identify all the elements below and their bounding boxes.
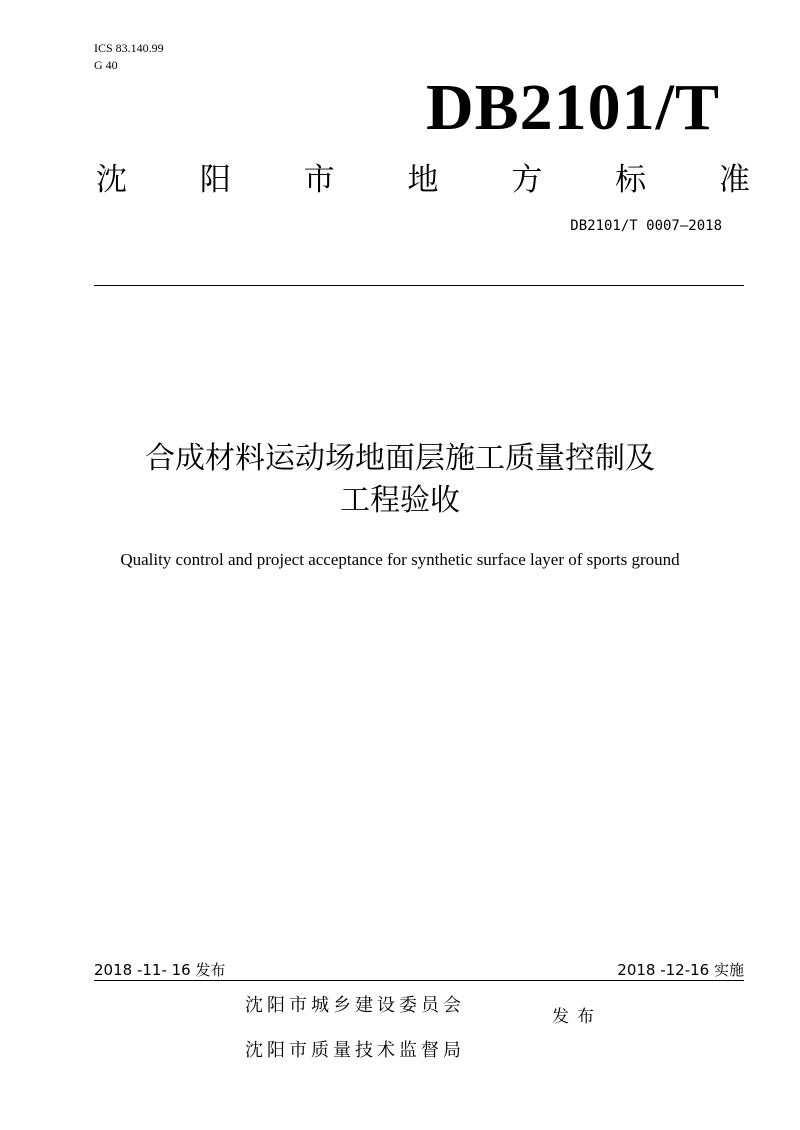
standard-type-char: 准 xyxy=(718,161,750,198)
standard-type-char: 市 xyxy=(303,161,335,198)
issuer-construction-commission: 沈阳市城乡建设委员会 xyxy=(245,995,465,1016)
classification-codes xyxy=(94,40,164,74)
standard-type xyxy=(96,156,750,196)
title-cn-line-2: 工程验收 xyxy=(340,483,460,518)
issuer-quality-bureau: 沈阳市质量技术监督局 xyxy=(245,1040,465,1061)
publish-label: 发布 xyxy=(552,1007,602,1027)
title-cn-line-1: 合成材料运动场地面层施工质量控制及 xyxy=(145,441,655,476)
header-divider xyxy=(94,285,744,286)
implement-date: 2018 -12-16 实施 xyxy=(617,961,744,979)
ccs-code: G 40 xyxy=(94,58,118,72)
issue-date: 2018 -11- 16 发布 xyxy=(94,961,226,979)
standard-type-char: 阳 xyxy=(199,161,231,198)
standard-type-char: 方 xyxy=(511,161,543,198)
ics-code: ICS 83.140.99 xyxy=(94,41,164,55)
document-title-en: Quality control and project acceptance for synthetic surface layer of sports ground xyxy=(120,550,680,569)
standard-number: DB2101/T 0007—2018 xyxy=(570,218,722,234)
standard-code: DB2101/T xyxy=(425,71,720,144)
document-title-cn xyxy=(60,438,740,522)
standard-type-char: 沈 xyxy=(96,161,127,198)
date-row xyxy=(94,958,744,981)
standard-type-char: 地 xyxy=(407,161,439,198)
standard-type-char: 标 xyxy=(615,161,647,198)
